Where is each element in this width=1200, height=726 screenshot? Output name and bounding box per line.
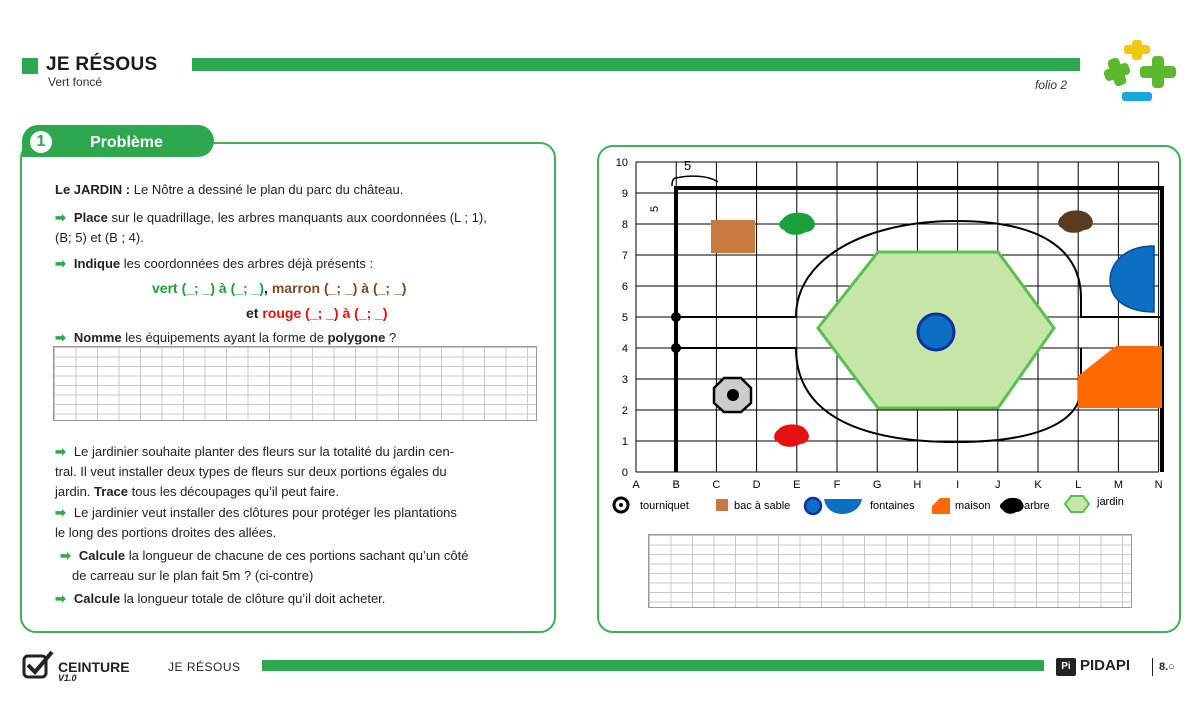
x-tick-label: F [833,479,841,491]
legend-turnstile-dot [619,503,623,507]
marron-coords: marron (_; _) à (_; _) [271,280,407,296]
q1-verb: Place [73,210,108,225]
tree-marker-b5 [671,312,681,322]
y-tick-label: 0 [621,467,628,479]
arrow-icon: ➡ [55,330,66,345]
x-tick-label: M [1113,479,1123,491]
problem-number: 1 [30,131,52,153]
footer-bar [262,660,1044,671]
arrow-icon: ➡ [55,505,66,520]
q2-text: les coordonnées des arbres déjà présents : [123,256,374,271]
y-tick-label: 5 [621,312,628,324]
math-symbols-logo-icon [1098,40,1180,106]
x-tick-label: K [1034,479,1042,491]
problem-tab-label: Problème [90,134,163,151]
q3-bold: polygone [327,330,386,345]
y-tick-label: 9 [621,188,628,200]
scale-label-top: 5 [684,158,692,173]
y-tick-label: 4 [621,343,628,355]
x-tick-label: B [672,479,680,491]
header-bar [192,58,1080,71]
arrow-icon: ➡ [55,591,66,606]
footer-version: V1.0 [58,673,77,683]
p4-line2: tral. Il veut installer deux types de fleurs sur deux portions égales du [55,464,447,479]
footer-left-text: JE RÉSOUS [168,660,241,674]
x-tick-label: A [632,479,640,491]
paragraph-calcule-2 [55,589,385,609]
p5-line1: Le jardinier veut installer des clôtures pour protéger les plantations [73,505,457,520]
intro-lead: Le JARDIN : [55,182,131,197]
legend-arbre: arbre [1024,500,1050,512]
scale-label-side: 5 [649,205,661,212]
y-tick-label: 8 [621,219,628,231]
q3-end: ? [388,330,397,345]
arrow-icon: ➡ [55,256,66,271]
fountain-center [918,314,954,350]
question-nomme [55,328,396,348]
p4-line3-post: tous les découpages qu’il peut faire. [131,484,340,499]
y-tick-label: 6 [621,281,628,293]
x-tick-label: D [752,479,761,491]
footer-separator [1152,658,1153,676]
q3-text: les équipements ayant la forme de [125,330,324,345]
intro-line [55,180,403,200]
legend-jardin: jardin [1097,496,1124,508]
house [1078,346,1162,408]
tree-brown [1058,210,1093,232]
paragraph-calcule-1 [60,546,550,586]
colors-line-1 [152,278,406,298]
paragraph-clotures [55,503,550,543]
intro-text: Le Nôtre a dessiné le plan du parc du château. [133,182,404,197]
q1-text: sur le quadrillage, les arbres manquants aux coordonnées (L ; 1), [111,210,487,225]
p4-verb: Trace [94,484,129,499]
arrow-icon: ➡ [60,548,71,563]
x-tick-label: G [872,479,882,491]
legend-tourniquet: tourniquet [640,500,689,512]
legend-maison: maison [955,500,991,512]
y-tick-label: 7 [621,250,628,262]
x-axis-labels [632,479,1162,491]
y-axis-labels [616,157,628,479]
p6-line2: de carreau sur le plan fait 5m ? (ci-contre) [72,568,314,583]
scale-bracket-side [672,178,676,186]
folio-label: folio 2 [1035,78,1068,92]
p4-line3-pre: jardin. [55,484,91,499]
answer-grid-polygone[interactable] [53,346,537,421]
p6-verb: Calcule [78,548,126,563]
p7-verb: Calcule [73,591,121,606]
footer-ceinture: CEINTURE [58,659,130,675]
p6-line1: la longueur de chacune de ces portions sachant qu’un côté [128,548,469,563]
y-tick-label: 10 [615,157,628,169]
fountain-right [1110,246,1154,312]
y-tick-label: 2 [621,405,628,417]
x-tick-label: N [1154,479,1163,491]
q3-verb: Nomme [73,330,122,345]
garden-plan [596,148,1180,528]
plan-legend [610,494,1130,524]
rouge-coords: rouge (_; _) à (_; _) [262,305,388,321]
p7-text: la longueur totale de clôture qu’il doit acheter. [123,591,386,606]
x-tick-label: E [793,479,801,491]
x-tick-label: C [712,479,721,491]
tree-green [779,213,815,235]
legend-fontaines: fontaines [870,500,915,512]
q1-text2: (B; 5) et (B ; 4). [55,230,144,245]
legend-bac: bac à sable [734,500,791,512]
y-tick-label: 1 [621,436,628,448]
header-square-icon [22,58,38,74]
answer-grid-calcul[interactable] [648,534,1132,608]
checkbox-logo-icon [22,650,56,680]
footer-brand: PIDAPI [1080,657,1131,674]
page-title: JE RÉSOUS [46,54,158,75]
comma: , [264,280,268,296]
arrow-icon: ➡ [55,210,66,225]
paragraph-fleurs [55,442,550,502]
footer-page: 8.○ [1159,661,1175,673]
q2-verb: Indique [73,256,121,271]
sandbox [711,220,755,253]
legend-house-icon [932,498,950,514]
arrow-icon: ➡ [55,444,66,459]
legend-sandbox-icon [716,499,728,511]
vert-coords: vert (_; _) à (_; _) [152,280,265,296]
x-tick-label: I [956,479,960,491]
legend-tree-icon [1000,498,1024,514]
turnstile-center [727,389,739,401]
x-tick-label: H [913,479,922,491]
scale-bracket-top [676,176,718,182]
y-tick-label: 3 [621,374,628,386]
legend-fountain-round-icon [805,498,821,514]
legend-fountain-half-icon [824,499,862,514]
tree-marker-b4 [671,343,681,353]
p4-line1: Le jardinier souhaite planter des fleurs sur la totalité du jardin cen- [73,444,455,459]
p5-line2: le long des portions droites des allées. [55,525,277,540]
pidapi-logo-icon: Pi [1056,658,1076,676]
colors-line-2 [246,303,388,323]
legend-garden-icon [1065,496,1089,512]
x-tick-label: J [995,479,1001,491]
tree-red [774,424,809,446]
et-word: et [246,305,259,321]
x-tick-label: L [1075,479,1082,491]
question-place [55,208,545,248]
page-subtitle: Vert foncé [48,75,103,89]
question-indique [55,254,373,274]
